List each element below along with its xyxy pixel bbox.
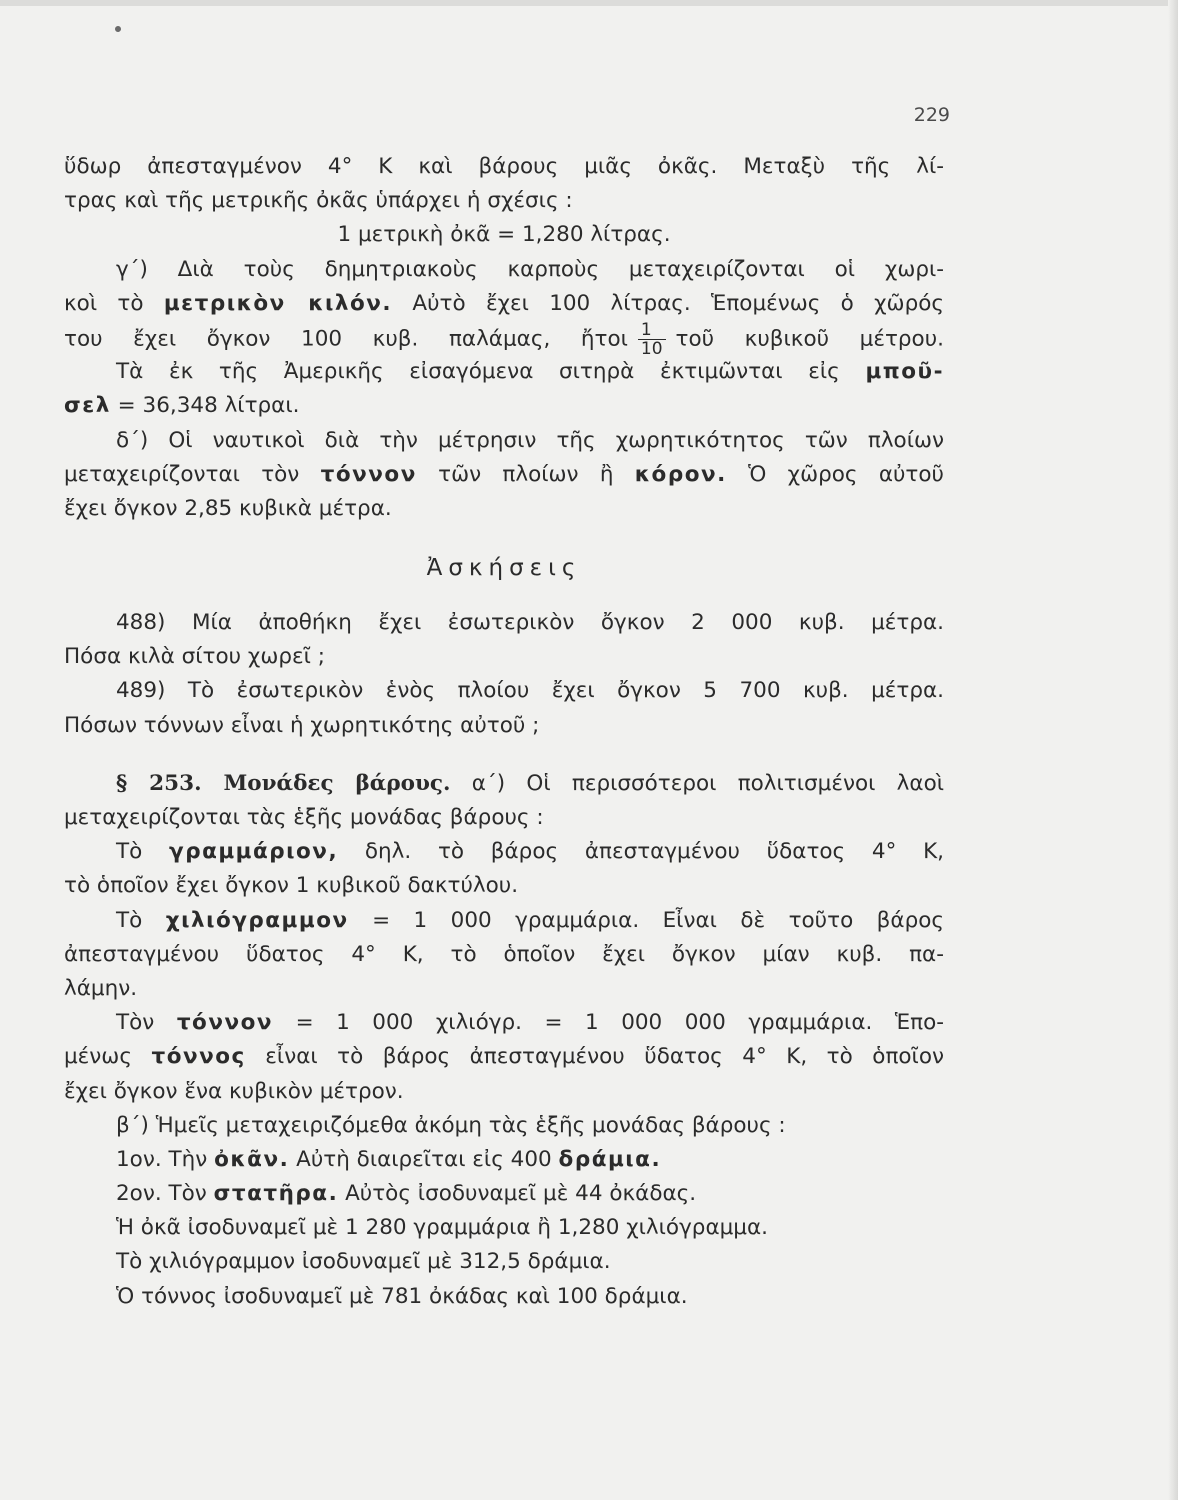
exercise-line (64, 640, 944, 674)
bold-term: τόννον (176, 1010, 274, 1036)
text-line (64, 1143, 944, 1177)
fraction-denominator: 10 (640, 338, 663, 359)
text-span: μεταχειρίζονται τὸν (64, 461, 300, 487)
text-line (64, 801, 944, 835)
bold-term: δράμια. (558, 1146, 662, 1172)
exercise-line (64, 709, 944, 743)
text-span: τῶν πλοίων ἢ (438, 461, 614, 487)
text-line (64, 1040, 944, 1074)
text-line (64, 1177, 944, 1211)
text-span: = 1 000 χιλιόγρ. = 1 000 000 γραμμάρια. Ἑπο- (295, 1010, 944, 1036)
text-span: Τὸ χιλιόγραμμον ἰσοδυναμεῖ μὲ 312,5 δράμια. (116, 1249, 611, 1275)
text-line (64, 1109, 944, 1143)
page-top-edge (0, 0, 1178, 6)
text-span: κοὶ τὸ (64, 290, 144, 316)
text-span: 488) Μία ἀποθήκη ἔχει ἐσωτερικὸν ὄγκον 2 000 κυβ. μέτρα. (116, 610, 944, 636)
equation-line (64, 218, 944, 252)
bold-term: κόρον. (634, 461, 727, 487)
text-span: Αὐτὴ διαιρεῖται εἰς 400 (296, 1146, 552, 1172)
ink-mark (114, 25, 122, 33)
fraction-numerator: 1 (638, 321, 666, 340)
exercises-heading: Ἀσκήσεις (426, 555, 582, 582)
text-span: Τὸ (116, 839, 143, 865)
page-right-edge (1168, 0, 1178, 1500)
text-line (64, 869, 944, 903)
text-line (64, 492, 944, 526)
bold-term: γραμμάριον, (169, 839, 339, 865)
text-span: Πόσα κιλὰ σίτου χωρεῖ ; (64, 644, 325, 670)
page-number: 229 (913, 104, 950, 126)
text-span: Τὸ (116, 907, 143, 933)
text-span: α΄) Οἱ περισσότεροι πολιτισμένοι λαοὶ (471, 770, 945, 796)
section-title: § 253. Μονάδες βάρους. (116, 770, 451, 796)
text-line (64, 1006, 944, 1040)
text-line (64, 253, 944, 287)
text-span: μένως (64, 1044, 132, 1070)
text-span: τρας καὶ τῆς μετρικῆς ὀκᾶς ὑπάρχει ἡ σχέσις : (64, 188, 573, 214)
text-line (64, 1280, 944, 1314)
text-line (64, 389, 944, 423)
bold-term: στατῆρα. (213, 1181, 339, 1207)
text-line (64, 972, 944, 1006)
text-line (64, 1075, 944, 1109)
page-text (64, 150, 944, 1314)
text-line (64, 287, 944, 321)
text-line (64, 424, 944, 458)
bold-term: τόννον (320, 461, 417, 487)
text-line (64, 904, 944, 938)
bold-term: μποῦ- (865, 359, 944, 385)
bold-term: μετρικὸν κιλόν. (163, 290, 393, 316)
fraction (638, 321, 666, 358)
text-line (64, 150, 944, 184)
text-line (64, 1211, 944, 1245)
text-line (64, 458, 944, 492)
text-span: ἔχει ὄγκον 2,85 κυβικὰ μέτρα. (64, 495, 392, 521)
text-span: Τὸν (116, 1010, 155, 1036)
text-span: Τὰ ἐκ τῆς Ἀμερικῆς εἰσαγόμενα σιτηρὰ ἐκτιμῶνται εἰς (116, 359, 840, 385)
section-gap (64, 743, 944, 767)
text-line (64, 355, 944, 389)
text-span: ὕδωρ ἀπεσταγμένον 4° Κ καὶ βάρους μιᾶς ὀκᾶς. Μεταξὺ τῆς λί- (64, 154, 944, 179)
text-span: Αὐτὸ ἔχει 100 λίτρας. Ἑπομένως ὁ χῶρός (412, 290, 944, 316)
text-span: δηλ. τὸ βάρος ἀπεσταγμένου ὕδατος 4° Κ, (364, 839, 944, 865)
text-span: ἀπεσταγμένου ὕδατος 4° Κ, τὸ ὁποῖον ἔχει ὄγκον μίαν κυβ. πα- (64, 941, 944, 967)
text-span: τοῦ κυβικοῦ μέτρου. (675, 326, 944, 352)
text-span: 1 μετρικὴ ὀκᾶ = 1,280 λίτρας. (337, 222, 671, 248)
exercise-line (64, 674, 944, 708)
text-line (64, 1245, 944, 1279)
text-span: Πόσων τόννων εἶναι ἡ χωρητικότης αὐτοῦ ; (64, 712, 540, 738)
text-span: Ὁ τόννος ἰσοδυναμεῖ μὲ 781 ὀκάδας καὶ 100 δράμια. (116, 1283, 688, 1309)
text-span: λάμην. (64, 975, 138, 1001)
text-span: Ὁ χῶρος αὐτοῦ (748, 461, 944, 487)
bold-term: ὀκᾶν. (214, 1146, 290, 1172)
text-span: δ΄) Οἱ ναυτικοὶ διὰ τὴν μέτρησιν τῆς χωρητικότητος τῶν πλοίων (116, 427, 944, 453)
text-line (64, 184, 944, 218)
section-heading-line (64, 767, 944, 801)
text-line (64, 835, 944, 869)
text-span: 489) Τὸ ἐσωτερικὸν ἑνὸς πλοίου ἔχει ὄγκον 5 700 κυβ. μέτρα. (116, 678, 944, 704)
text-span: μεταχειρίζονται τὰς ἑξῆς μονάδας βάρους : (64, 805, 544, 830)
text-span: Αὐτὸς ἰσοδυναμεῖ μὲ 44 ὀκάδας. (345, 1181, 697, 1207)
bold-term: χιλιόγραμμον (165, 907, 349, 933)
text-span: Ἡ ὀκᾶ ἰσοδυναμεῖ μὲ 1 280 γραμμάρια ἢ 1,280 χιλιόγραμμα. (116, 1215, 768, 1241)
text-line (64, 938, 944, 972)
text-span: 2ον. Τὸν (116, 1181, 207, 1207)
text-span: ἔχει ὄγκον ἕνα κυβικὸν μέτρον. (64, 1078, 404, 1104)
text-span: γ΄) Διὰ τοὺς δημητριακοὺς καρποὺς μεταχειρίζονται οἱ χωρι- (116, 256, 944, 282)
text-line (64, 319, 944, 359)
text-span: εἶναι τὸ βάρος ἀπεσταγμένου ὕδατος 4° Κ, τὸ ὁποῖον (265, 1044, 944, 1070)
text-span: του ἔχει ὄγκον 100 κυβ. παλάμας, ἤτοι (64, 326, 628, 352)
text-span: β΄) Ἡμεῖς μεταχειριζόμεθα ἀκόμη τὰς ἑξῆς μονάδας βάρους : (116, 1112, 786, 1138)
exercise-line (64, 606, 944, 640)
bold-term: σελ (64, 393, 111, 419)
bold-term: τόννος (151, 1044, 246, 1070)
text-span: = 36,348 λίτραι. (117, 393, 300, 419)
text-span: = 1 000 γραμμάρια. Εἶναι δὲ τοῦτο βάρος (372, 907, 944, 933)
text-span: 1ον. Τὴν (116, 1146, 208, 1172)
text-span: τὸ ὁποῖον ἔχει ὄγκον 1 κυβικοῦ δακτύλου. (64, 873, 519, 899)
